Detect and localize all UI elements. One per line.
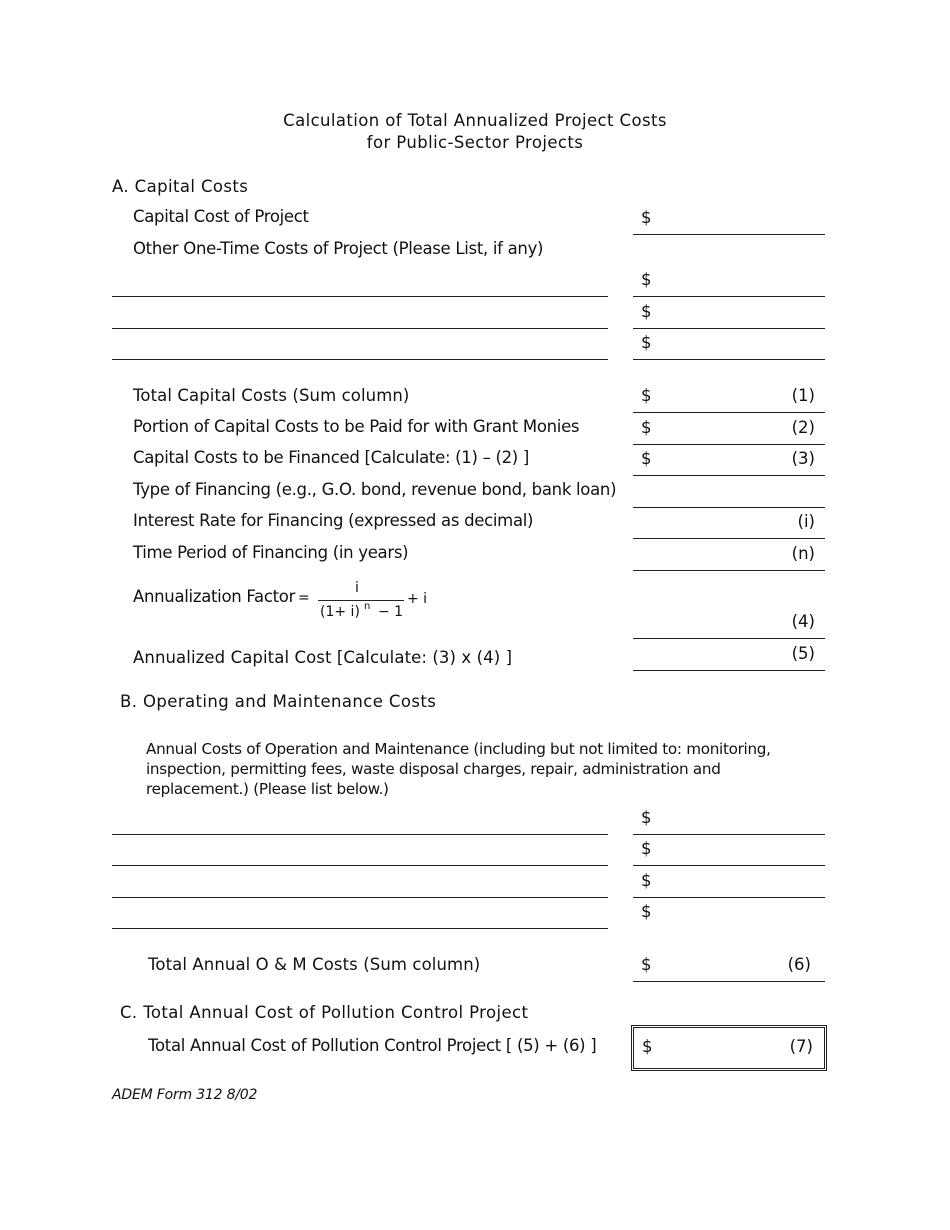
field-underline [633, 475, 825, 476]
om-description-line[interactable] [112, 865, 608, 866]
field-underline [633, 538, 825, 539]
formula-plus-i: + i [407, 591, 428, 607]
om-description-line[interactable] [112, 834, 608, 835]
total-capital-costs-label: Total Capital Costs (Sum column) [133, 386, 410, 405]
section-a-heading: A. Capital Costs [112, 177, 249, 196]
interest-rate-field[interactable] [633, 508, 825, 538]
line-number: (6) [787, 955, 811, 974]
om-amount-field[interactable] [633, 898, 825, 928]
field-underline [633, 670, 825, 671]
dollar-sign: $ [641, 333, 652, 352]
field-underline [633, 234, 825, 235]
line-number: (3) [791, 449, 815, 468]
form-title-line2: for Public-Sector Projects [366, 133, 584, 152]
dollar-sign: $ [641, 902, 652, 921]
line-number: (1) [791, 386, 815, 405]
total-capital-costs-field[interactable] [633, 382, 825, 412]
dollar-sign: $ [641, 208, 652, 227]
dollar-sign: $ [641, 839, 652, 858]
fraction-bar [318, 600, 404, 601]
other-cost-amount-field[interactable] [633, 298, 825, 328]
formula-numerator: i [355, 580, 359, 596]
annualized-capital-cost-label: Annualized Capital Cost [Calculate: (3) x (4) ] [133, 648, 513, 667]
field-underline [633, 359, 825, 360]
dollar-sign: $ [641, 302, 652, 321]
annualized-capital-cost-field[interactable] [633, 640, 825, 670]
total-annual-cost-label: Total Annual Cost of Pollution Control Project [ (5) + (6) ] [148, 1036, 597, 1055]
financing-type-label: Type of Financing (e.g., G.O. bond, revenue bond, bank loan) [133, 480, 617, 499]
capital-financed-label: Capital Costs to be Financed [Calculate: (1) – (2) ] [133, 448, 530, 467]
dollar-sign: $ [641, 418, 652, 437]
line-number: (7) [789, 1037, 813, 1056]
other-costs-label: Other One-Time Costs of Project (Please List, if any) [133, 239, 544, 258]
om-description-line[interactable] [112, 897, 608, 898]
om-amount-field[interactable] [633, 804, 825, 834]
formula-exponent: n [364, 601, 371, 612]
om-amount-field[interactable] [633, 835, 825, 865]
om-amount-field[interactable] [633, 867, 825, 897]
formula-denominator-base: (1+ i) [320, 604, 360, 620]
field-underline [633, 981, 825, 982]
om-description-line[interactable] [112, 928, 608, 929]
line-number: (i) [797, 512, 815, 531]
grant-portion-label: Portion of Capital Costs to be Paid for with Grant Monies [133, 417, 580, 436]
total-annual-cost-field[interactable] [631, 1025, 827, 1071]
capital-financed-field[interactable] [633, 445, 825, 475]
field-underline [633, 865, 825, 866]
annualization-factor-label: Annualization Factor [133, 587, 296, 606]
line-number: (4) [791, 612, 815, 631]
dollar-sign: $ [641, 449, 652, 468]
financing-period-label: Time Period of Financing (in years) [133, 543, 409, 562]
section-c-heading: C. Total Annual Cost of Pollution Control Project [120, 1003, 529, 1022]
grant-portion-field[interactable] [633, 414, 825, 444]
line-number: (2) [791, 418, 815, 437]
field-underline [633, 570, 825, 571]
dollar-sign: $ [641, 871, 652, 890]
line-number: (5) [791, 644, 815, 663]
capital-cost-field[interactable] [633, 204, 825, 234]
other-cost-amount-field[interactable] [633, 329, 825, 359]
other-cost-description-line[interactable] [112, 296, 608, 297]
field-underline [633, 296, 825, 297]
other-cost-amount-field[interactable] [633, 266, 825, 296]
interest-rate-label: Interest Rate for Financing (expressed as decimal) [133, 511, 534, 530]
capital-cost-label: Capital Cost of Project [133, 207, 309, 226]
other-cost-description-line[interactable] [112, 328, 608, 329]
dollar-sign: $ [641, 386, 652, 405]
total-om-label: Total Annual O & M Costs (Sum column) [148, 955, 481, 974]
other-cost-description-line[interactable] [112, 359, 608, 360]
annualization-factor-field[interactable] [633, 608, 825, 638]
section-b-heading: B. Operating and Maintenance Costs [120, 692, 437, 711]
financing-period-field[interactable] [633, 540, 825, 570]
form-id: ADEM Form 312 8/02 [112, 1087, 258, 1103]
formula-minus-one: − 1 [378, 604, 404, 620]
dollar-sign: $ [642, 1037, 653, 1056]
field-underline [633, 412, 825, 413]
dollar-sign: $ [641, 955, 652, 974]
dollar-sign: $ [641, 270, 652, 289]
om-description: Annual Costs of Operation and Maintenance (including but not limited to: monitoring, inspection, permitting fees, waste disposal charges, repair, administration and replacement.) (Please list below.) [146, 740, 771, 798]
field-underline [633, 638, 825, 639]
line-number: (n) [791, 544, 815, 563]
financing-type-field[interactable] [633, 477, 825, 507]
form-title-line1: Calculation of Total Annualized Project Costs [283, 111, 667, 130]
formula-equals: = [298, 590, 310, 606]
dollar-sign: $ [641, 808, 652, 827]
total-om-field[interactable] [633, 951, 825, 981]
